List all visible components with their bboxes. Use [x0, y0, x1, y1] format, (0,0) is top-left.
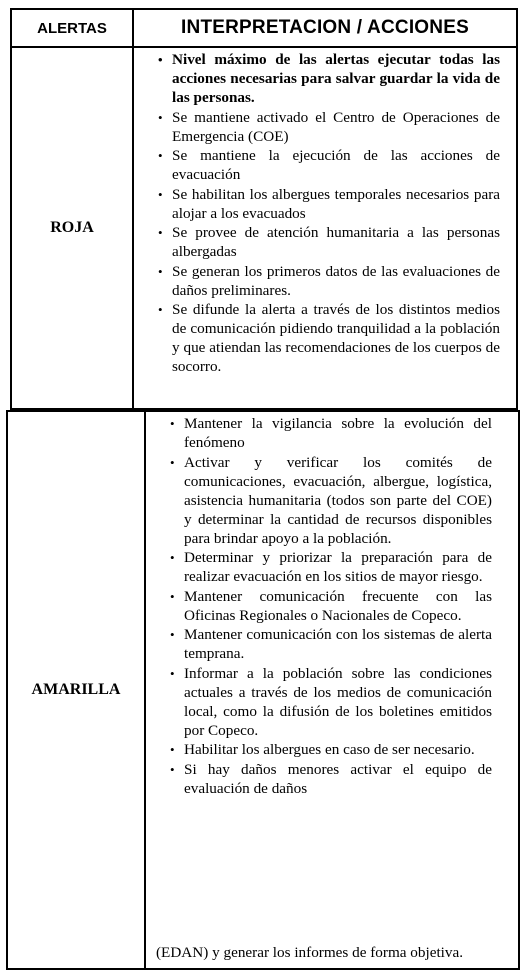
actions-list-amarilla — [146, 412, 518, 798]
bullet-icon: • — [170, 742, 175, 757]
list-item: • Se mantiene la ejecución de las acciones de evacuación — [158, 147, 500, 183]
list-item: • Determinar y priorizar la preparación para de realizar evacuación en los sitios de mayor riesgo. — [170, 549, 492, 585]
actions-list-roja — [134, 48, 516, 376]
header-interpretacion-acciones: INTERPRETACION / ACCIONES — [181, 17, 469, 38]
bullet-icon: • — [170, 761, 175, 777]
table-row-roja — [10, 46, 518, 410]
list-item: • Nivel máximo de las alertas ejecutar todas las acciones necesarias para salvar guardar la vida de las personas. — [158, 51, 500, 106]
bullet-icon: • — [158, 302, 163, 317]
table-header — [10, 8, 518, 48]
list-item: • Si hay daños menores activar el equipo de evaluación de daños — [170, 760, 492, 797]
header-alertas: ALERTAS — [12, 10, 134, 46]
bullet-icon: • — [170, 588, 175, 604]
list-item: • Informar a la población sobre las condiciones actuales a través de los medios de comunicación local, como la difusión de los boletines emitidos por Copeco. — [170, 664, 492, 739]
list-item: • Se provee de atención humanitaria a las personas albergadas — [158, 224, 500, 260]
bullet-icon: • — [158, 225, 163, 240]
bullet-icon: • — [158, 186, 163, 202]
bullet-icon: • — [158, 52, 163, 67]
actions-cell-amarilla — [146, 412, 518, 968]
alert-level-amarilla: AMARILLA — [8, 412, 146, 968]
bullet-icon: • — [158, 263, 163, 279]
actions-tail-text: (EDAN) y generar los informes de forma objetiva. — [156, 944, 464, 961]
list-item: • Mantener comunicación frecuente con las Oficinas Regionales o Nacionales de Copeco. — [170, 587, 492, 624]
list-item: • Se difunde la alerta a través de los distintos medios de comunicación pidiendo tranquilidad a la población y que atiendan las recomendaciones de los cuerpos de socorro. — [158, 301, 500, 375]
actions-cell-roja — [134, 48, 516, 408]
bullet-icon: • — [170, 627, 175, 642]
bullet-icon: • — [170, 454, 175, 470]
bullet-icon: • — [158, 109, 163, 125]
list-item: • Se habilitan los albergues temporales necesarios para alojar a los evacuados — [158, 185, 500, 222]
list-item: • Mantener la vigilancia sobre la evolución del fenómeno — [170, 415, 492, 451]
table-row-amarilla — [6, 410, 520, 970]
list-item: • Se mantiene activado el Centro de Operaciones de Emergencia (COE) — [158, 108, 500, 145]
bullet-icon: • — [170, 665, 175, 681]
list-item: • Se generan los primeros datos de las evaluaciones de daños preliminares. — [158, 262, 500, 299]
bullet-icon: • — [158, 148, 163, 163]
list-item: • Mantener comunicación con los sistemas de alerta temprana. — [170, 626, 492, 662]
list-item: • Habilitar los albergues en caso de ser necesario. — [170, 741, 475, 758]
alert-level-roja: ROJA — [12, 48, 134, 408]
bullet-icon: • — [170, 550, 175, 565]
bullet-icon: • — [170, 416, 175, 431]
list-item: • Activar y verificar los comités de comunicaciones, evacuación, albergue, logística, asistencia humanitaria (todos son parte del COE) y determinar la cantidad de recursos disponibles para brindar apoyo a la población. — [170, 453, 492, 547]
